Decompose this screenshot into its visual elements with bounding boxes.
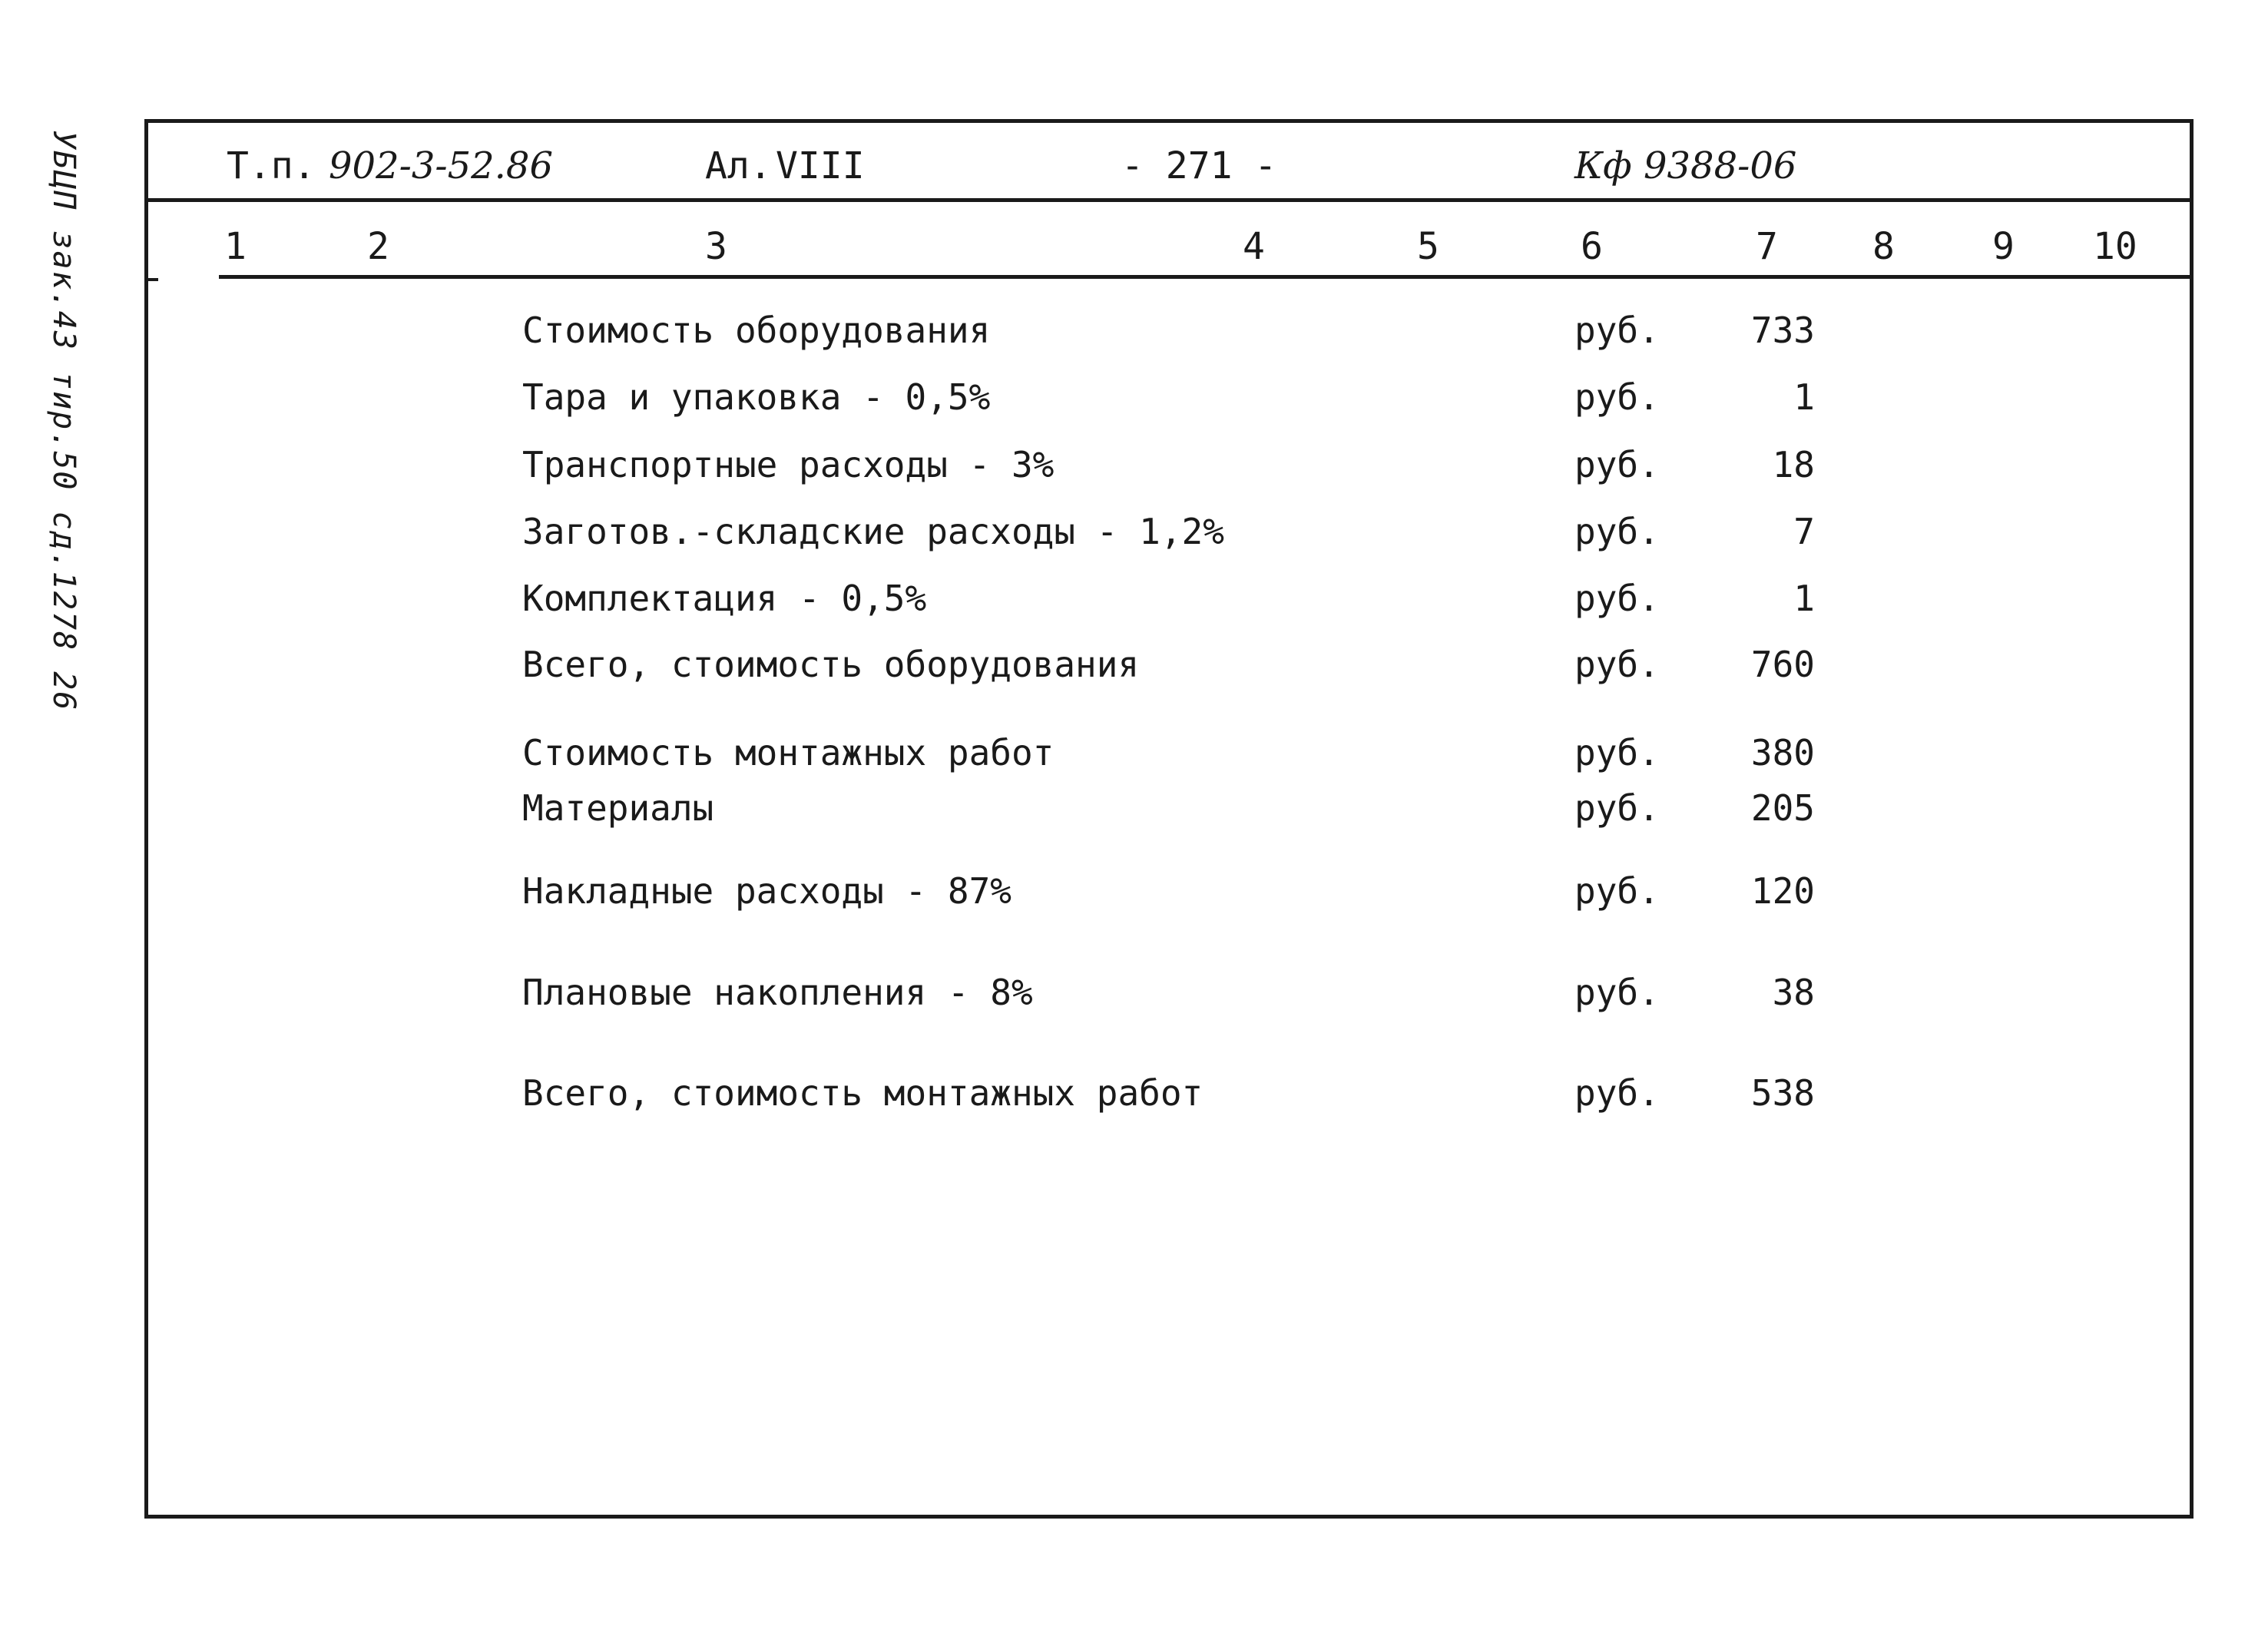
table-row	[0, 972, 2268, 1018]
doc-number: 902-3-52.86	[329, 144, 554, 187]
album-number: VIII	[776, 144, 865, 187]
row-description: Материалы	[522, 787, 714, 829]
row-value: 7	[1793, 511, 1815, 552]
table-row	[0, 732, 2268, 778]
row-value: 538	[1750, 1072, 1815, 1114]
row-description: Стоимость монтажных работ	[522, 732, 1055, 773]
table-row	[0, 870, 2268, 916]
column-number: 5	[1417, 225, 1439, 268]
row-unit: руб.	[1574, 644, 1660, 685]
column-number: 4	[1243, 225, 1265, 268]
album-label: Ал.	[705, 144, 772, 187]
row-value: 380	[1750, 732, 1815, 773]
row-unit: руб.	[1574, 376, 1660, 418]
row-description: Комплектация - 0,5%	[522, 578, 927, 619]
row-description: Транспортные расходы - 3%	[522, 444, 1055, 485]
table-row	[0, 578, 2268, 624]
row-description: Всего, стоимость монтажных работ	[522, 1072, 1204, 1114]
row-value: 205	[1750, 787, 1815, 829]
column-number: 9	[1992, 225, 2015, 268]
table-row	[0, 376, 2268, 422]
page-number: - 271 -	[1121, 144, 1277, 187]
row-unit: руб.	[1574, 1072, 1660, 1114]
column-number: 7	[1756, 225, 1778, 268]
table-row	[0, 787, 2268, 833]
row-unit: руб.	[1574, 511, 1660, 552]
table-row	[0, 1072, 2268, 1118]
table-row	[0, 310, 2268, 356]
row-value: 120	[1750, 870, 1815, 912]
row-unit: руб.	[1574, 444, 1660, 485]
column-number: 1	[224, 225, 247, 268]
table-row	[0, 444, 2268, 490]
row-description: Накладные расходы - 87%	[522, 870, 1011, 912]
row-unit: руб.	[1574, 578, 1660, 619]
column-header-divider	[219, 275, 2194, 279]
row-unit: руб.	[1574, 870, 1660, 912]
row-unit: руб.	[1574, 310, 1660, 351]
column-number: 2	[367, 225, 389, 268]
row-unit: руб.	[1574, 732, 1660, 773]
row-value: 733	[1750, 310, 1815, 351]
row-value: 1	[1793, 376, 1815, 418]
table-row	[0, 644, 2268, 690]
row-unit: руб.	[1574, 787, 1660, 829]
row-description: Плановые накопления - 8%	[522, 972, 1033, 1013]
header-divider	[144, 198, 2194, 202]
document-code: Кф 9388-06	[1574, 144, 1797, 187]
margin-tick	[144, 278, 158, 281]
row-value: 1	[1793, 578, 1815, 619]
column-number: 3	[705, 225, 727, 268]
column-number: 6	[1581, 225, 1603, 268]
row-description: Тара и упаковка - 0,5%	[522, 376, 991, 418]
row-description: Заготов.-складские расходы - 1,2%	[522, 511, 1224, 552]
table-row	[0, 511, 2268, 557]
row-value: 760	[1750, 644, 1815, 685]
row-value: 38	[1772, 972, 1815, 1013]
column-number: 8	[1872, 225, 1895, 268]
row-unit: руб.	[1574, 972, 1660, 1013]
row-description: Стоимость оборудования	[522, 310, 991, 351]
column-number: 10	[2093, 225, 2137, 268]
row-value: 18	[1772, 444, 1815, 485]
doc-label: Т.п.	[227, 144, 316, 187]
margin-stamp: УБЦП зак.43 тир.50 сд.1278 26	[46, 131, 81, 712]
row-description: Всего, стоимость оборудования	[522, 644, 1140, 685]
